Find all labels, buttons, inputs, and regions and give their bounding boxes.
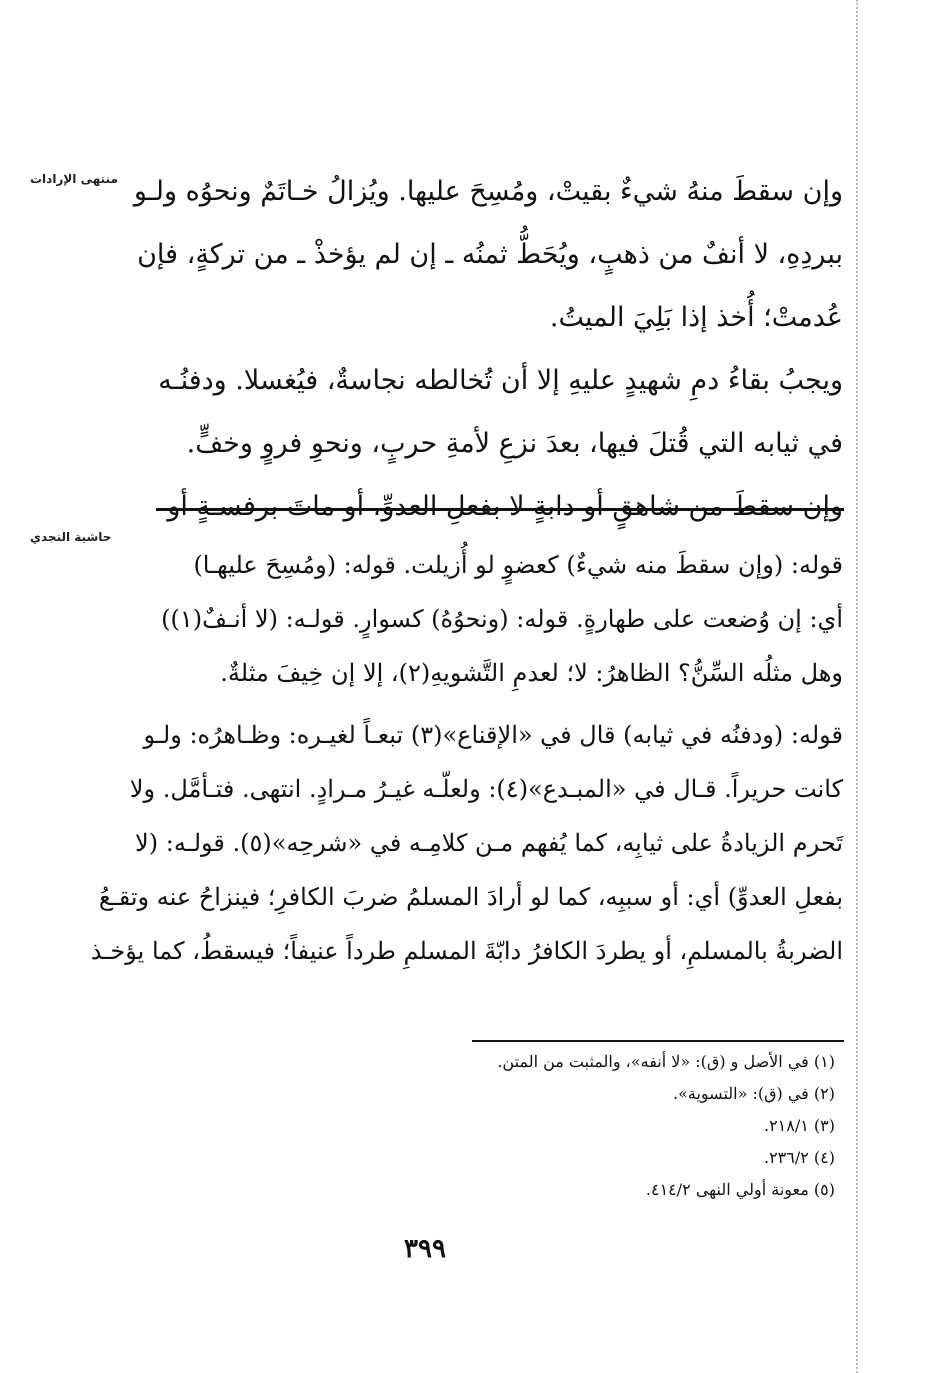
hashiya-line: كانت حريراً. قـال في «المبـدع»(٤): ولعلّـه غيـرُ مـرادٍ. انتهى. فتـأمَّل. ولا	[129, 775, 843, 803]
page-edge-dotted-line	[856, 0, 858, 1373]
main-text-line: عُدمتْ؛ أُخذ إذا بَلِيَ الميتُ.	[549, 302, 843, 333]
hashiya-line: أي: إن وُضعت على طهارةٍ. قوله: (ونحوُهُ) كسوارٍ. قولـه: (لا أنـفٌ(١))	[161, 605, 843, 633]
main-text-line: في ثيابه التي قُتلَ فيها، بعدَ نزعِ لأمةِ حربٍ، ونحوِ فروٍ وخفٍّ.	[186, 428, 843, 459]
hashiya-line: الضربةُ بالمسلمِ، أو يطردَ الكافرُ دابّةَ المسلمِ طرداً عنيفاً؛ فيسقطُ، كما يؤخـذ	[90, 937, 843, 965]
hashiya-line: وهل مثلُه السِّنُّ؟ الظاهرُ: لا؛ لعدمِ التَّشويهِ(٢)، إلا إن خِيفَ مثلةٌ.	[220, 659, 843, 687]
footnote-item: (٤) ٢٣٦/٢.	[763, 1148, 835, 1167]
main-text-line: وإن سقطَ منهُ شيءٌ بقيتْ، ومُسِحَ عليها. ويُزالُ خـاتَمٌ ونحوُه ولـو	[133, 176, 843, 207]
footnotes-list	[400, 1046, 835, 1206]
footnote-item: (٥) معونة أولي النهى ٤١٤/٢.	[645, 1180, 835, 1199]
footnote-separator-rule	[472, 1040, 844, 1042]
main-text-line: ببردِهِ، لا أنفٌ من ذهبٍ، ويُحَطُّ ثمنُه ـ إن لم يؤخذْ ـ من تركةٍ، فإن	[137, 239, 843, 270]
hashiya-line: قوله: (وإن سقطَ منه شيءٌ) كعضوٍ لو أُزيلت. قوله: (ومُسِحَ عليهـا)	[193, 551, 843, 579]
footnote-item: (١) في الأصل و (ق): «لا أنفه»، والمثبت من المتن.	[497, 1052, 835, 1071]
page-number: ٣٩٩	[404, 1234, 446, 1264]
paragraph-gap	[150, 700, 843, 708]
footnote-item: (٣) ٢١٨/١.	[763, 1116, 835, 1135]
main-text-block	[133, 160, 843, 538]
hashiya-line: قوله: (ودفنُه في ثيابه) قال في «الإقناع»(٣) تبعـاً لغيـره: وظـاهرُه: ولـو	[143, 721, 843, 749]
hashiya-line: تَحرم الزيادةُ على ثيابِه، كما يُفهم مـن كلامِـه في «شرحِه»(٥). قولـه: (لا	[135, 829, 843, 857]
hashiya-line: بفعلِ العدوِّ) أي: أو سببِه، كما لو أرادَ المسلمُ ضربَ الكافرِ؛ فينزاحُ عنه وتقـعُ	[98, 883, 843, 911]
hashiya-commentary-block	[90, 538, 843, 978]
footnote-item: (٢) في (ق): «التسوية».	[673, 1084, 835, 1103]
main-text-line: وإن سقطَ من شاهقٍ أو دابةٍ لا بفعلِ العدوِّ، أو ماتَ برفسـةٍ أو	[167, 491, 843, 522]
side-label-main-text: منتهى الإرادات	[30, 172, 118, 186]
main-text-separator-rule	[156, 508, 844, 511]
main-text-line: ويجبُ بقاءُ دمِ شهيدٍ عليهِ إلا أن تُخالطه نجاسةٌ، فيُغسلا. ودفنُـه	[158, 365, 843, 396]
side-label-hashiya: حاشية النجدي	[30, 530, 112, 544]
